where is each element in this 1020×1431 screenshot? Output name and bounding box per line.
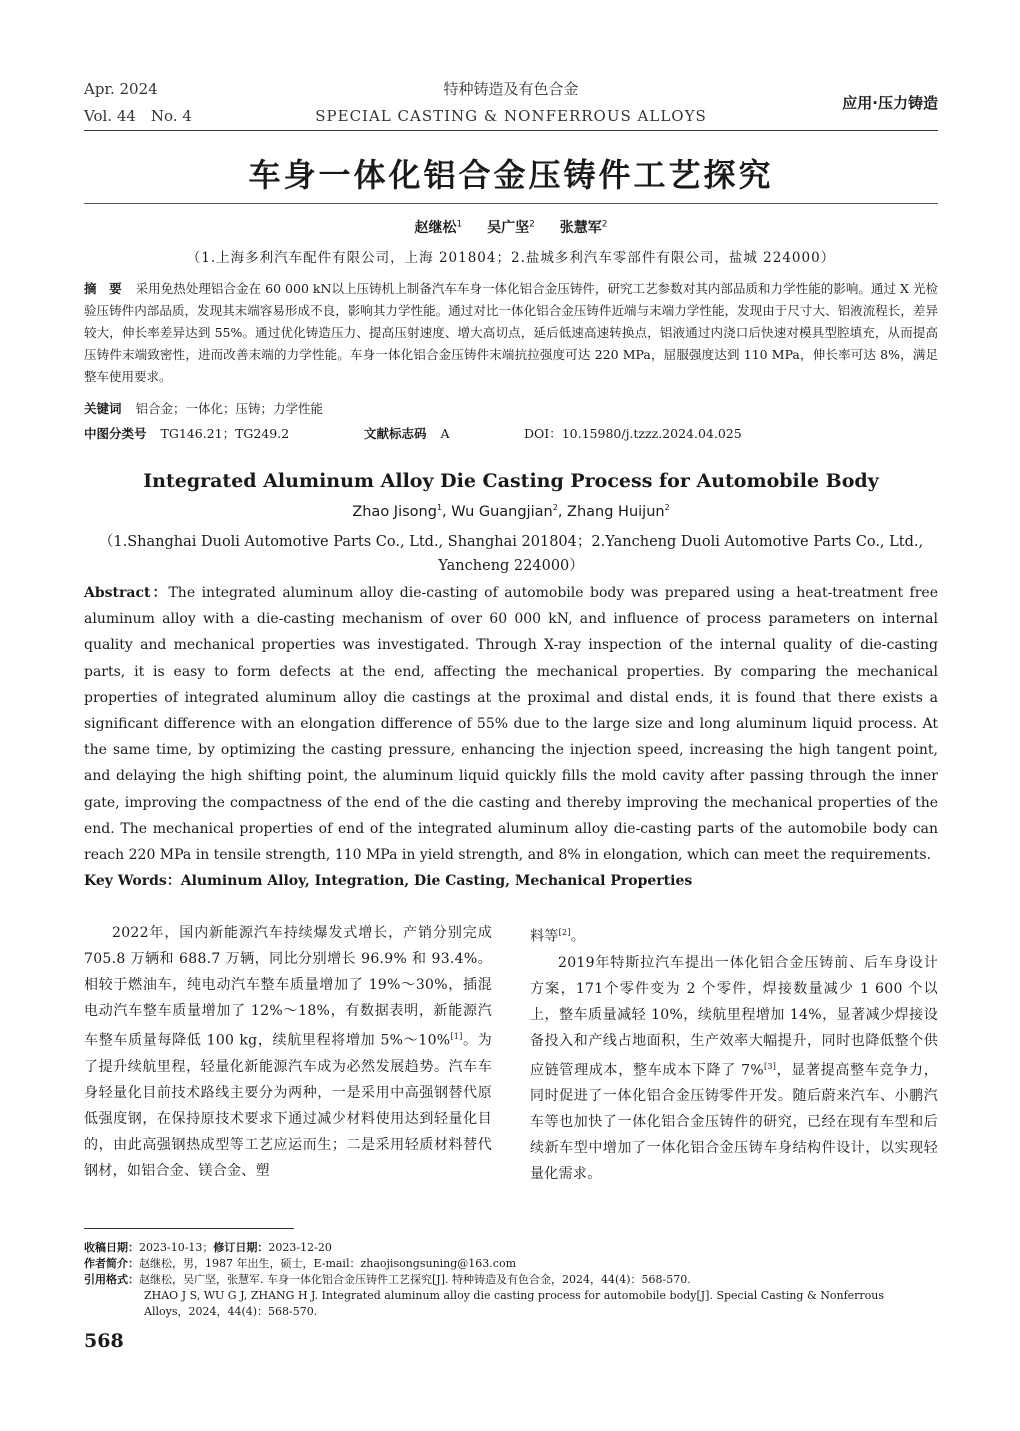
journal-name bbox=[84, 76, 938, 130]
journal-name-en: SPECIAL CASTING & NONFERROUS ALLOYS bbox=[315, 107, 707, 125]
body-paragraph: 2022年，国内新能源汽车持续爆发式增长，产销分别完成 705.8 万辆和 688.7 万辆，同比分别增长 96.9% 和 93.4%。相较于燃油车，纯电动汽车整车质量增加了 19%～30%，插混电动汽车整车质量增加了 12%～18%，有数据表明，新能源汽车整车质量每降低 100 kg，续航里程将增加 5%～10%[1]。为了提升续航里程，轻量化新能源汽车成为必然发展趋势。汽车车身轻量化目前技术路线主要分为两种，一是采用中高强钢替代原低强度钢，在保持原技术要求下通过减少材料使用达到轻量化目的，由此高强钢热成型等工艺应运而生；二是采用轻质材料替代钢材，如铝合金、镁合金、塑 bbox=[84, 925, 493, 1179]
body-column-left bbox=[84, 920, 492, 1184]
doi[interactable]: DOI：10.15980/j.tzzz.2024.04.025 bbox=[524, 426, 742, 441]
author-cn: 赵继松$^1$ bbox=[414, 219, 463, 236]
abstract-en bbox=[84, 580, 938, 868]
footnote-citation-en: ZHAO J S, WU G J, ZHANG H J. Integrated aluminum alloy die casting process for automobile body[J]. Special Casting & Nonferrous Alloys，2024，44(4)：568-570. bbox=[144, 1289, 885, 1318]
paper-title-en: Integrated Aluminum Alloy Die Casting Process for Automobile Body bbox=[143, 470, 879, 492]
citation-ref[interactable]: [1] bbox=[450, 1032, 463, 1041]
issue-date: Apr. 2024 bbox=[84, 80, 158, 98]
body-paragraph: 2019年特斯拉汽车提出一体化铝合金压铸前、后车身设计方案，171个零件变为 2 个零件，焊接数量减少 1 600 个以上，整车质量减轻 10%，续航里程增加 14%，显著减少焊接设备投入和产线占地面积，生产效率大幅提升，同时也降低整个供应链管理成本，整车成本下降了 7%[3]，显著提高整车竞争力，同时促进了一体化铝合金压铸零件开发。随后蔚来汽车、小鹏汽车等也加快了一体化铝合金压铸件的研究，已经在现有车型和后续新车型中增加了一体化铝合金压铸车身结构件设计，以实现轻量化需求。 bbox=[530, 954, 938, 1183]
issue-volume: Vol. 44 No. 4 bbox=[84, 107, 192, 125]
citation-ref[interactable]: [3] bbox=[763, 1061, 777, 1071]
abstract-en-text: The integrated aluminum alloy die-casting of automobile body was prepared using a heat-treatment free aluminum alloy with a die-casting mechanism of over 60 000 kN, and influence of process parameters on internal quality and mechanical properties was investigated. Through X-ray inspection of the internal quality of die-casting parts, it is easy to form defects at the end, affecting the mechanical properties. By comparing the mechanical properties of integrated aluminum alloy die castings at the proximal and distal ends, it is found that there exists a significant difference with an elongation difference of 55% due to the large size and long aluminum liquid process. At the same time, by optimizing the casting pressure, enhancing the injection speed, increasing the high tangent point, and delaying the high shifting point, the aluminum liquid quickly fills the mold cavity after passing through the inner gate, improving the compactness of the end of the die casting and thereby improving the mechanical properties of the end. The mechanical properties of end of the integrated aluminum alloy die-casting parts of the automobile body can reach 220 MPa in tensile strength, 110 MPa in yield strength, and 8% in elongation, which can meet the requirements. bbox=[84, 585, 938, 864]
keywords-en bbox=[84, 870, 692, 890]
keywords-cn bbox=[84, 399, 323, 417]
paper-title-cn: 车身一体化铝合金压铸件工艺探究 bbox=[248, 156, 774, 194]
document-code: 文献标志码 A bbox=[364, 426, 450, 441]
abstract-cn-text: 采用免热处理铝合金在 60 000 kN以上压铸机上制备汽车车身一体化铝合金压铸件，研究工艺参数对其内部品质和力学性能的影响。通过 X 光检验压铸件内部品质，发现其末端容易形成不良，影响其力学性能。通过对比一体化铝合金压铸件近端与末端力学性能，发现由于尺寸大、铝液流程长，差异较大，伸长率差异达到 55%。通过优化铸造压力、提高压射速度、增大高切点，延后低速高速转换点，铝液通过内浇口后快速对模具型腔填充，从而提高压铸件末端致密性，进而改善末端的力学性能。车身一体化铝合金压铸件末端抗拉强度可达 220 MPa，屈服强度达到 110 MPa，伸长率可达 8%，满足整车使用要求。 bbox=[84, 281, 938, 384]
citation-ref[interactable]: [2] bbox=[558, 928, 571, 937]
author-cn: 吴广坚$^2$ bbox=[487, 219, 535, 236]
header-divider bbox=[84, 130, 938, 131]
footnote-divider bbox=[84, 1228, 294, 1229]
body-column-right bbox=[530, 920, 938, 1187]
keywords-en-label: Key Words： bbox=[84, 873, 181, 889]
clc: 中图分类号 TG146.21；TG249.2 bbox=[84, 426, 290, 441]
footnote-citation: 引用格式：赵继松，吴广坚，张慧军. 车身一体化铝合金压铸件工艺探究[J]. 特种铸造及有色合金，2024，44(4)：568-570. bbox=[84, 1273, 691, 1286]
journal-name-cn: 特种铸造及有色合金 bbox=[443, 80, 579, 98]
abstract-cn-label: 摘 要 bbox=[84, 281, 122, 296]
section-label: 应用·压力铸造 bbox=[842, 94, 938, 112]
keywords-cn-text: 铝合金；一体化；压铸；力学性能 bbox=[135, 401, 324, 416]
author-list-cn bbox=[84, 217, 938, 237]
title-divider bbox=[84, 203, 938, 204]
page-number: 568 bbox=[84, 1330, 124, 1352]
keywords-en-text: Aluminum Alloy, Integration, Die Casting, Mechanical Properties bbox=[180, 873, 693, 889]
abstract-cn bbox=[84, 278, 938, 388]
body-paragraph: 料等[2]。 bbox=[530, 928, 586, 945]
author-cn: 张慧军$^2$ bbox=[559, 219, 608, 236]
affiliation-cn: （1.上海多利汽车配件有限公司，上海 201804；2.盐城多利汽车零部件有限公司，盐城 224000） bbox=[186, 250, 836, 266]
footnote-dates: 收稿日期：2023-10-13；修订日期：2023-12-20 bbox=[84, 1241, 332, 1254]
author-list-en: Zhao Jisong$^1$, Wu Guangjian$^2$, Zhang Huijun$^2$ bbox=[352, 503, 670, 520]
affiliation-en: （1.Shanghai Duoli Automotive Parts Co., Ltd., Shanghai 201804；2.Yancheng Duoli Automotive Parts Co., Ltd., Yancheng 224000） bbox=[98, 534, 924, 574]
abstract-en-label: Abstract： bbox=[84, 585, 169, 601]
paper-page bbox=[84, 0, 938, 1431]
footnote-author: 作者简介：赵继松，男，1987 年出生，硕士，E-mail：zhaojisongsuning@163.com bbox=[84, 1257, 517, 1270]
keywords-cn-label: 关键词 bbox=[84, 401, 122, 416]
